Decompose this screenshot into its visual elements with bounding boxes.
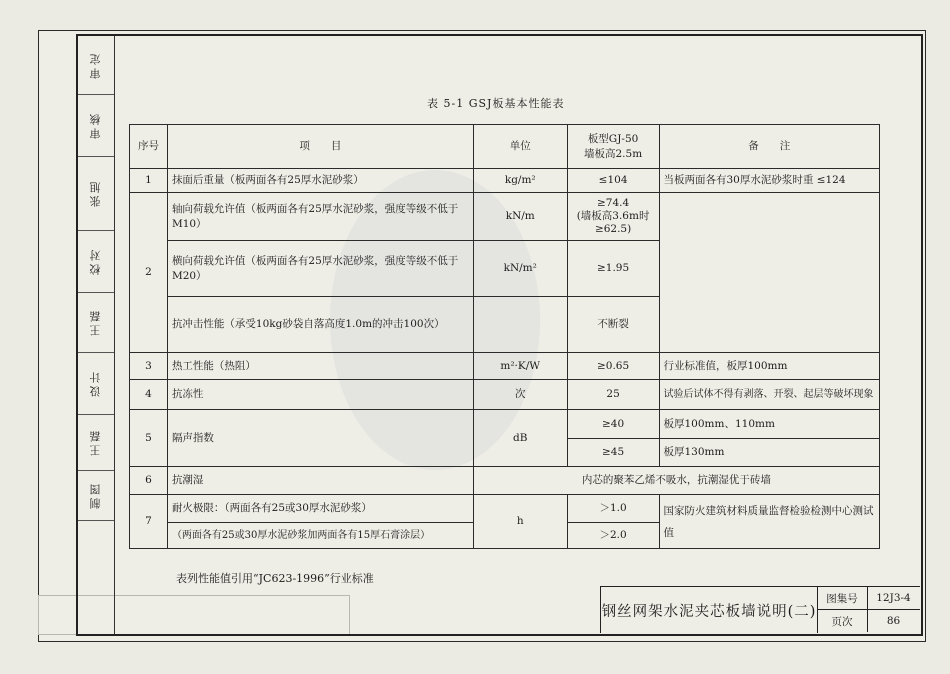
table-row bbox=[130, 495, 880, 523]
cell-item: （两面各有25或30厚水泥砂浆加两面各有15厚石膏涂层） bbox=[167, 523, 473, 549]
header-unit: 单位 bbox=[473, 125, 567, 169]
table-row bbox=[130, 193, 880, 241]
cell-value: ≥45 bbox=[567, 439, 659, 467]
cell-note: 板厚130mm bbox=[659, 439, 880, 467]
cell-item: 抗冻性 bbox=[167, 380, 473, 410]
cell-value: ≥1.95 bbox=[567, 241, 659, 297]
table-title: 表 5-1 GSJ板基本性能表 bbox=[427, 97, 565, 110]
cell-no: 4 bbox=[130, 380, 168, 410]
table-row bbox=[130, 410, 880, 439]
cell-no: 6 bbox=[130, 467, 168, 495]
signature-panel bbox=[78, 36, 115, 634]
cell-value: 25 bbox=[567, 380, 659, 410]
side-cell: 校对 bbox=[78, 230, 114, 293]
cell-no: 1 bbox=[130, 169, 168, 193]
cell-unit: h bbox=[473, 495, 567, 549]
cell-no: 7 bbox=[130, 495, 168, 549]
atlas-number: 12J3-4 bbox=[867, 587, 920, 610]
drawing-title: 钢丝网架水泥夹芯板墙说明(二) bbox=[601, 587, 818, 633]
table-row bbox=[130, 380, 880, 410]
cell-unit: m²·K/W bbox=[473, 353, 567, 380]
cell-item: 横向荷载允许值（板两面各有25厚水泥砂浆，强度等级不低于M20） bbox=[167, 241, 473, 297]
cell-item: 热工性能（热阻） bbox=[167, 353, 473, 380]
cell-unit: kN/m² bbox=[473, 241, 567, 297]
table-header-row bbox=[130, 125, 880, 169]
table-row bbox=[130, 169, 880, 193]
side-cell: 张旭 bbox=[78, 156, 114, 231]
page-label: 页次 bbox=[817, 610, 868, 632]
cell-item: 抗潮湿 bbox=[167, 467, 473, 495]
cell-unit bbox=[473, 297, 567, 353]
cell-note: 内芯的聚苯乙烯不吸水，抗潮湿优于砖墙 bbox=[473, 467, 879, 495]
side-cell: 审定 bbox=[78, 36, 114, 95]
cell-note: 国家防火建筑材料质量监督检验检测中心测试值 bbox=[659, 495, 880, 549]
side-cell: 制图 bbox=[78, 470, 114, 521]
cell-item: 轴向荷载允许值（板两面各有25厚水泥砂浆，强度等级不低于M10） bbox=[167, 193, 473, 241]
cell-item: 抗冲击性能（承受10kg砂袋自落高度1.0m的冲击100次） bbox=[167, 297, 473, 353]
cell-unit: dB bbox=[473, 410, 567, 467]
cell-value: ≥40 bbox=[567, 410, 659, 439]
table-row bbox=[130, 467, 880, 495]
cell-value: ≤104 bbox=[567, 169, 659, 193]
cell-unit: 次 bbox=[473, 380, 567, 410]
cell-note: 试验后试体不得有剥落、开裂、起层等破坏现象 bbox=[659, 380, 880, 410]
cell-unit: kN/m bbox=[473, 193, 567, 241]
cell-value: ＞1.0 bbox=[567, 495, 659, 523]
header-item: 项 目 bbox=[167, 125, 473, 169]
cell-value: ≥0.65 bbox=[567, 353, 659, 380]
side-cell: 设计 bbox=[78, 352, 114, 415]
cell-note: 行业标准值，板厚100mm bbox=[659, 353, 880, 380]
cell-unit: kg/m² bbox=[473, 169, 567, 193]
cell-no: 2 bbox=[130, 193, 168, 353]
cell-no: 5 bbox=[130, 410, 168, 467]
cell-value: ＞2.0 bbox=[567, 523, 659, 549]
cell-note: 当板两面各有30厚水泥砂浆时重 ≤124 bbox=[659, 169, 880, 193]
side-cell: 审核 bbox=[78, 94, 114, 157]
cell-value: 不断裂 bbox=[567, 297, 659, 353]
cell-note bbox=[659, 193, 880, 353]
header-note: 备 注 bbox=[659, 125, 880, 169]
side-cell: 王磊 bbox=[78, 292, 114, 353]
cell-no: 3 bbox=[130, 353, 168, 380]
header-no: 序号 bbox=[130, 125, 168, 169]
cell-item: 抹面后重量（板两面各有25厚水泥砂浆） bbox=[167, 169, 473, 193]
cell-item: 耐火极限：（两面各有25或30厚水泥砂浆） bbox=[167, 495, 473, 523]
cell-note: 板厚100mm、110mm bbox=[659, 410, 880, 439]
side-cell: 王磊 bbox=[78, 414, 114, 471]
page-number: 86 bbox=[886, 615, 901, 627]
table-footnote: 表列性能值引用“JC623-1996”行业标准 bbox=[176, 572, 374, 585]
cell-value: ≥74.4 (墙板高3.6m时 ≥62.5) bbox=[567, 193, 659, 241]
cell-item: 隔声指数 bbox=[167, 410, 473, 467]
title-block bbox=[600, 586, 920, 633]
table-row bbox=[130, 353, 880, 380]
atlas-label: 图集号 bbox=[817, 587, 868, 610]
performance-table bbox=[129, 124, 880, 549]
header-value: 板型GJ-50 墙板高2.5m bbox=[567, 125, 659, 169]
